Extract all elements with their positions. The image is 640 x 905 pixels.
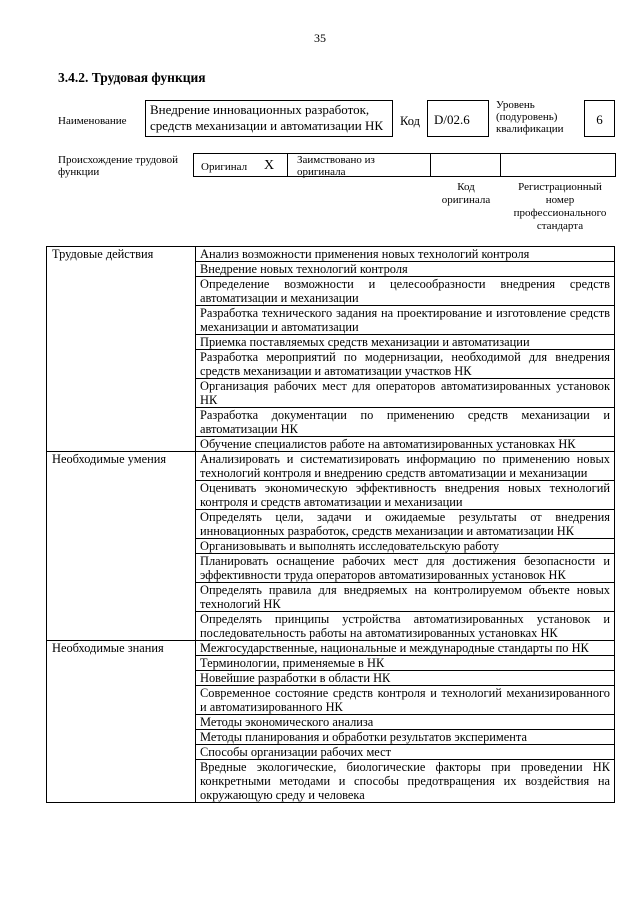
level-value-box: 6 [584, 100, 615, 137]
original-mark: X [264, 158, 275, 173]
table-cell: Определение возможности и целесообразности внедрения средств автоматизации и механизации [196, 277, 615, 306]
table-cell: Современное состояние средств контроля и технологий механизированного и автоматизированного НК [196, 686, 615, 715]
level-label: Уровень (подуровень) квалификации [496, 99, 564, 135]
origin-divider [287, 153, 288, 177]
table-cell: Способы организации рабочих мест [196, 745, 615, 760]
table-cell: Анализ возможности применения новых технологий контроля [196, 247, 615, 262]
origin-divider [430, 153, 431, 177]
table-row [47, 641, 615, 656]
table-cell: Приемка поставляемых средств механизации и автоматизации [196, 335, 615, 350]
labor-function-table [46, 246, 615, 803]
borrowed-label: Заимствовано из оригинала [297, 154, 375, 178]
table-cell: Планировать оснащение рабочих мест для достижения безопасности и эффективности труда операторов автоматизированных установок НК [196, 554, 615, 583]
table-row [47, 247, 615, 262]
table-cell: Разработка технического задания на проектирование и изготовление средств механизации и автоматизации [196, 306, 615, 335]
table-cell: Терминологии, применяемые в НК [196, 656, 615, 671]
table-cell: Методы планирования и обработки результатов эксперимента [196, 730, 615, 745]
name-value-box: Внедрение инновационных разработок, средств механизации и автоматизации НК [145, 100, 393, 137]
origin-label: Происхождение трудовой функции [58, 154, 179, 178]
code-value-box: D/02.6 [427, 100, 489, 137]
table-cell: Межгосударственные, национальные и международные стандарты по НК [196, 641, 615, 656]
table-cell: Организовывать и выполнять исследовательскую работу [196, 539, 615, 554]
table-cell: Разработка мероприятий по модернизации, необходимой для внедрения средств механизации и автоматизации участков НК [196, 350, 615, 379]
table-cell: Анализировать и систематизировать информацию по применению новых технологий контроля и внедрению средств автоматизации и механизации [196, 452, 615, 481]
table-cell: Внедрение новых технологий контроля [196, 262, 615, 277]
page-number: 35 [314, 31, 326, 45]
origin-divider [500, 153, 501, 177]
table-cell: Определять правила для внедряемых на контролируемом объекте новых технологий НК [196, 583, 615, 612]
table-row [47, 452, 615, 481]
code-original-caption: Код оригинала [441, 181, 491, 206]
section-title-skills: Необходимые умения [47, 452, 196, 641]
table-cell: Организация рабочих мест для операторов автоматизированных установок НК [196, 379, 615, 408]
table-cell: Новейшие разработки в области НК [196, 671, 615, 686]
section-title-knowledge: Необходимые знания [47, 641, 196, 803]
section-heading: 3.4.2. Трудовая функция [58, 70, 206, 85]
table-cell: Определять принципы устройства автоматизированных установок и последовательность работы на автоматизированных установках НК [196, 612, 615, 641]
table-cell: Оценивать экономическую эффективность внедрения новых технологий контроля и средств автоматизации и механизации [196, 481, 615, 510]
table-cell: Вредные экологические, биологические факторы при проведении НК конкретными методами и способы предотвращения их воздействия на окружающую среду и человека [196, 760, 615, 803]
table-cell: Методы экономического анализа [196, 715, 615, 730]
name-label: Наименование [58, 115, 127, 127]
registration-number-caption: Регистрационный номер профессионального стандарта [513, 181, 607, 232]
original-label: Оригинал [201, 161, 248, 173]
table-cell: Обучение специалистов работе на автоматизированных установках НК [196, 437, 615, 452]
table-cell: Разработка документации по применению средств механизации и автоматизации НК [196, 408, 615, 437]
section-title-actions: Трудовые действия [47, 247, 196, 452]
table-cell: Определять цели, задачи и ожидаемые результаты от внедрения инновационных разработок, средств механизации и автоматизации НК [196, 510, 615, 539]
code-label: Код [400, 114, 420, 128]
